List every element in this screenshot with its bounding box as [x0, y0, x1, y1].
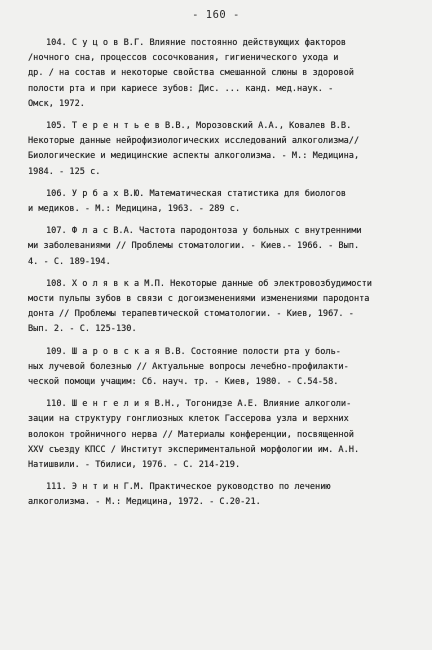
reference-line: др. / на состав и некоторые свойства смешанной слюны в здоровой — [28, 68, 354, 79]
reference-entry — [28, 119, 416, 180]
reference-line: зации на структуру гонглиозных клеток Гассерова узла и верхних — [28, 414, 349, 425]
reference-line: полости рта и при кариесе зубов: Дис. ... канд. мед.наук. - — [28, 83, 334, 94]
reference-line: 110. Ш е н г е л и я В.Н., Тогонидзе А.Е. Влияние алкоголи- — [46, 399, 352, 410]
reference-line: Омск, 1972. — [28, 98, 85, 109]
reference-line: XXV съезду КПСС / Институт экспериментальной морфологии им. А.Н. — [28, 444, 360, 455]
reference-list — [28, 36, 416, 518]
reference-line: Натишвили. - Тбилиси, 1976. - С. 214-219. — [28, 460, 241, 471]
reference-line: мости пульпы зубов в связи с догоизменениями изменениями пародонта — [28, 294, 370, 305]
reference-line: Биологические и медицинские аспекты алкоголизма. - М.: Медицина, — [28, 151, 360, 162]
reference-line: 109. Ш а р о в с к а я В.В. Состояние полости рта у боль- — [46, 346, 341, 357]
reference-line: ных лучевой болезнью // Актуальные вопросы лечебно-профилакти- — [28, 361, 349, 372]
reference-line: 106. У р б а х В.Ю. Математическая статистика для биологов — [46, 188, 347, 199]
reference-line: 107. Ф л а с В.А. Частота пародонтоза у больных с внутренними — [46, 226, 362, 237]
reference-entry — [28, 480, 416, 510]
reference-line: алкоголизма. - М.: Медицина, 1972. - С.20-21. — [28, 497, 261, 508]
reference-entry — [28, 277, 416, 338]
reference-line: донта // Проблемы терапевтической стоматологии. - Киев, 1967. - — [28, 309, 354, 320]
reference-entry — [28, 397, 416, 473]
reference-line: 111. Э н т и н Г.М. Практическое руководство по лечению — [46, 482, 331, 493]
reference-line: /ночного сна, процессов сосочкования, гигиенического ухода и — [28, 53, 339, 64]
reference-line: ми заболеваниями // Проблемы стоматологии. - Киев.- 1966. - Вып. — [28, 241, 360, 252]
reference-line: 108. Х о л я в к а М.П. Некоторые данные об электровозбудимости — [46, 278, 372, 289]
reference-line: и медиков. - М.: Медицина, 1963. - 289 с. — [28, 204, 241, 215]
reference-line: 1984. - 125 с. — [28, 166, 101, 177]
reference-line: 4. - С. 189-194. — [28, 256, 111, 267]
reference-entry — [28, 224, 416, 270]
page-number: - 160 - — [192, 9, 240, 21]
reference-line: 104. С у ц о в В.Г. Влияние постоянно действующих факторов — [46, 38, 347, 48]
reference-entry — [28, 187, 416, 217]
reference-line: 105. Т е р е н т ь е в В.В., Морозовский А.А., Ковалев В.В. — [46, 121, 352, 132]
reference-line: ческой помощи учащим: Сб. науч. тр. - Киев, 1980. - С.54-58. — [28, 377, 339, 388]
reference-line: Некоторые данные нейрофизиологических исследований алкоголизма// — [28, 136, 360, 147]
reference-line: Вып. 2. - С. 125-130. — [28, 324, 137, 335]
reference-line: волокон тройничного нерва // Материалы конференции, посвященной — [28, 429, 354, 440]
reference-entry — [28, 345, 416, 391]
reference-entry — [28, 36, 416, 112]
